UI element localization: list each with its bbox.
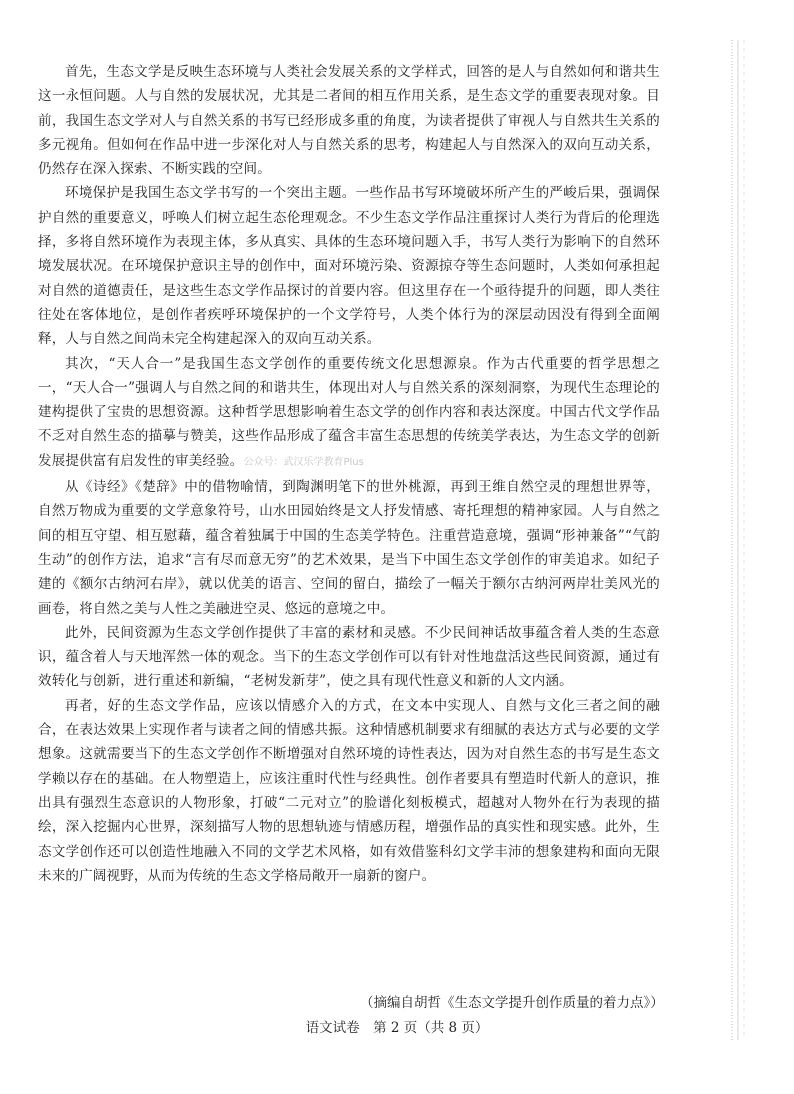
page-footer: 语文试卷 第 2 页（共 8 页）	[305, 1020, 489, 1036]
paragraph-2	[38, 181, 660, 351]
watermark-text: 公众号：武汉乐学教育Plus	[243, 456, 364, 468]
scan-binding-edge	[714, 40, 754, 1040]
article-body	[38, 60, 660, 888]
paragraph-1	[38, 60, 660, 181]
paragraph-1-text: 首先，生态文学是反映生态环境与人类社会发展关系的文学样式，回答的是人与自然如何和谐共生这一永恒问题。人与自然的发展状况，尤其是二者间的相互作用关系，是生态文学的重要表现对象。目前，我国生态文学对人与自然关系的书写已经形成多重的角度，为读者提供了审视人与自然共生关系的多元视角。但如何在作品中进一步深化对人与自然关系的思考，构建起人与自然深入的双向互动关系，仍然存在深入探索、不断实践的空间。	[38, 64, 660, 178]
paragraph-2-text: 环境保护是我国生态文学书写的一个突出主题。一些作品书写环境破坏所产生的严峻后果，强调保护自然的重要意义，呼唤人们树立起生态伦理观念。不少生态文学作品注重探讨人类行为背后的伦理选择，多将自然环境作为表现主体，多从真实、具体的生态环境问题入手，书写人类行为影响下的自然环境发展状况。在环境保护意识主导的创作中，面对环境污染、资源掠夺等生态问题时，人类如何承担起对自然的道德责任，是这些生态文学作品探讨的首要内容。但这里存在一个亟待提升的问题，即人类往往处在客体地位，是创作者疾呼环境保护的一个文学符号，人类个体行为的深层动因没有得到全面阐释，人与自然之间尚未完全构建起深入的双向互动关系。	[38, 185, 660, 348]
paragraph-3	[38, 352, 660, 475]
paragraph-4	[38, 475, 660, 621]
paragraph-5-text: 此外，民间资源为生态文学创作提供了丰富的素材和灵感。不少民间神话故事蕴含着人类的生态意识，蕴含着人与天地浑然一体的观念。当下的生态文学创作可以有针对性地盘活这些民间资源，通过有效转化与创新，进行重述和新编，“老树发新芽”，使之具有现代性意义和新的人文内涵。	[38, 624, 660, 690]
paragraph-5	[38, 621, 660, 694]
paragraph-6	[38, 694, 660, 888]
source-citation: （摘编自胡哲《生态文学提升创作质量的着力点》）	[360, 995, 664, 1011]
paragraph-4-text: 从《诗经》《楚辞》中的借物喻情，到陶渊明笔下的世外桃源，再到王维自然空灵的理想世界等，自然万物成为重要的文学意象符号，山水田园始终是文人抒发情感、寄托理想的精神家园。人与自然之间的相互守望、相互慰藉，蕴含着独属于中国的生态美学特色。注重营造意境，强调“形神兼备”“气韵生动”的创作方法，追求“言有尽而意无穷”的艺术效果，是当下中国生态文学创作的审美追求。如纪子建的《额尔古纳河右岸》，就以优美的语言、空间的留白，描绘了一幅关于额尔古纳河两岸壮美风光的画卷，将自然之美与人性之美融进空灵、悠远的意境之中。	[38, 479, 660, 617]
paragraph-6-text: 再者，好的生态文学作品，应该以情感介入的方式，在文本中实现人、自然与文化三者之间的融合，在表达效果上实现作者与读者之间的情感共振。这种情感机制要求有细腻的表达方式与必要的文学想象。这就需要当下的生态文学创作不断增强对自然环境的诗性表达，因为对自然生态的书写是生态文学赖以存在的基础。在人物塑造上，应该注重时代性与经典性。创作者要具有塑造时代新人的意识，推出具有强烈生态意识的人物形象，打破“二元对立”的脸谱化刻板模式，超越对人物外在行为表现的描绘，深入挖掘内心世界，深刻描写人物的思想轨迹与情感历程，增强作品的真实性和现实感。此外，生态文学创作还可以创造性地融入不同的文学艺术风格，如有效借鉴科幻文学丰沛的想象建构和面向无限未来的广阔视野，从而为传统的生态文学格局敞开一扇新的窗户。	[38, 697, 660, 884]
paragraph-3-text: 其次，“天人合一”是我国生态文学创作的重要传统文化思想源泉。作为古代重要的哲学思想之一，“天人合一”强调人与自然之间的和谐共生，体现出对人与自然关系的深刻洞察，为现代生态理论的建构提供了宝贵的思想资源。这种哲学思想影响着生态文学的创作内容和表达深度。中国古代文学作品不乏对自然生态的描摹与赞美，这些作品形成了蕴含丰富生态思想的传统美学表达，为生态文学的创新发展提供富有启发性的审美经验。	[38, 355, 660, 469]
